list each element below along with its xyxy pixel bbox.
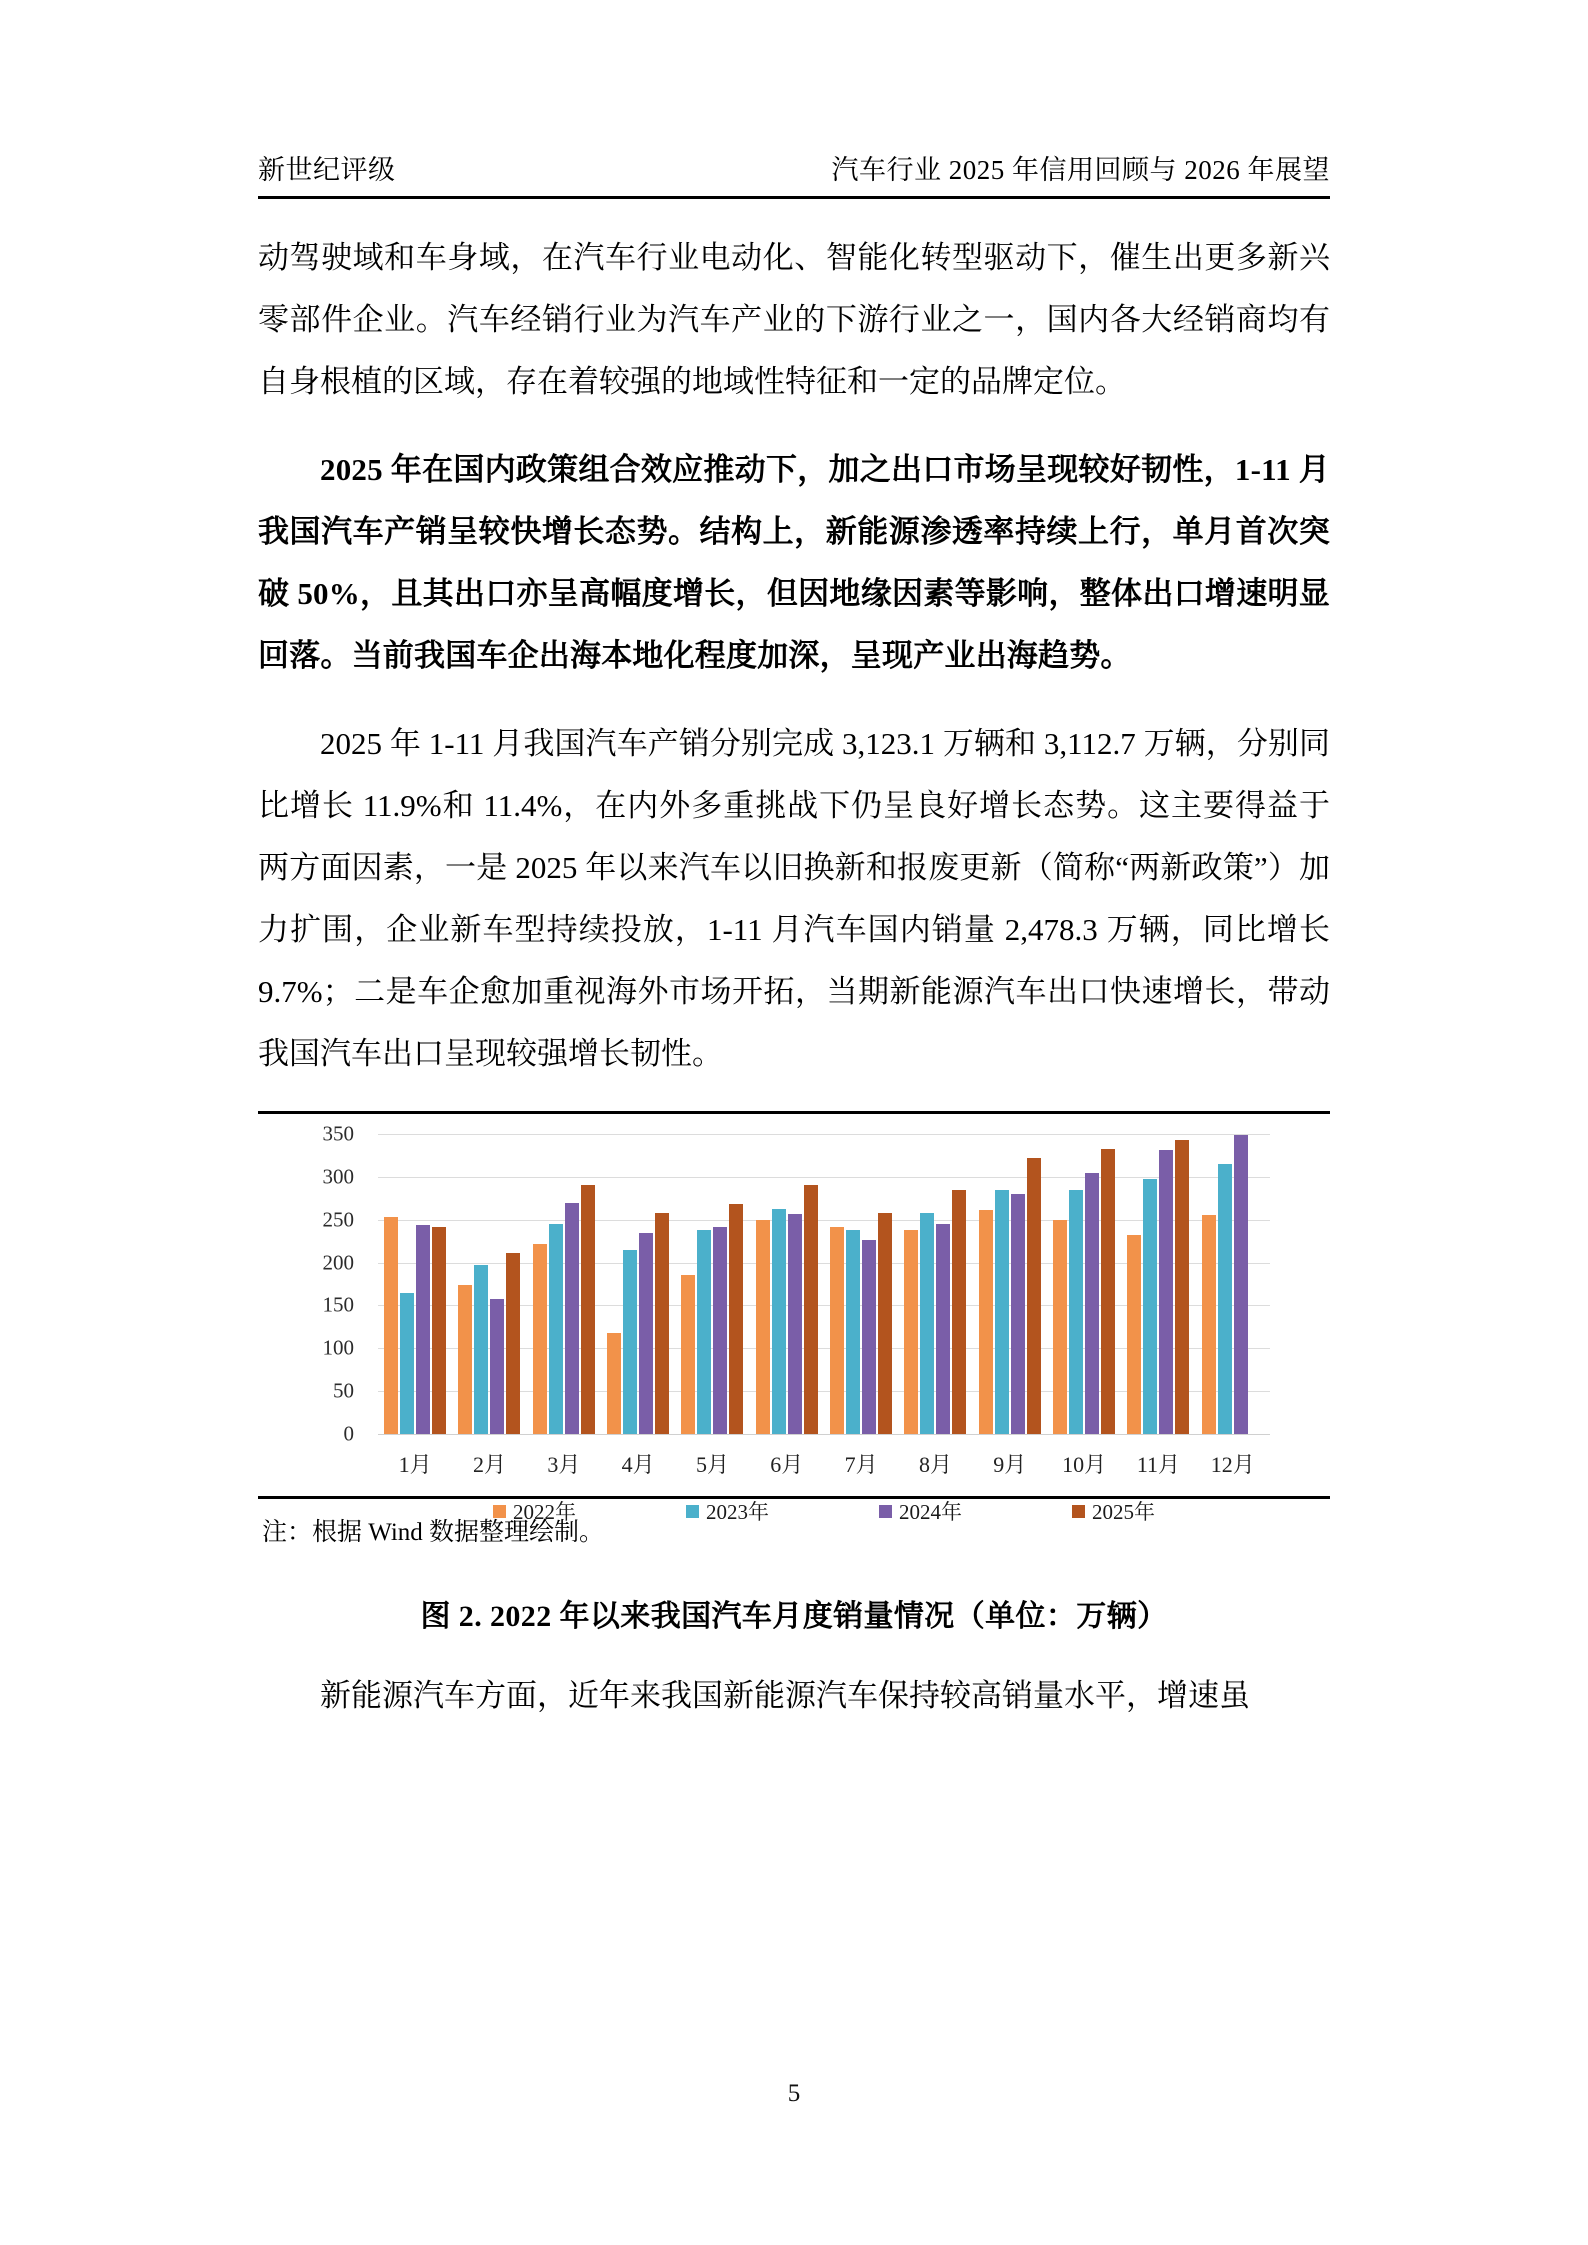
- bar: [804, 1185, 818, 1434]
- x-tick-label: 8月: [918, 1452, 952, 1477]
- chart-y-axis: [258, 1121, 366, 1446]
- bar: [655, 1213, 669, 1434]
- figure-note: 注：根据 Wind 数据整理绘制。: [262, 1519, 605, 1546]
- monthly-auto-sales-chart: [258, 1114, 1330, 1524]
- chart-plot-area: [378, 1134, 1270, 1434]
- bar: [936, 1224, 950, 1434]
- bar-group: [973, 1134, 1047, 1434]
- legend-label: 2024年: [899, 1500, 962, 1524]
- bar-group: [1196, 1134, 1270, 1434]
- chart-bars: [378, 1134, 1270, 1434]
- y-tick-label: 50: [333, 1378, 354, 1403]
- x-tick-label: 5月: [695, 1452, 729, 1477]
- bar: [952, 1190, 966, 1434]
- legend-swatch: [879, 1505, 892, 1518]
- bar: [756, 1220, 770, 1434]
- page-header: [258, 0, 1330, 187]
- bar: [1127, 1235, 1141, 1434]
- bar: [830, 1227, 844, 1434]
- legend-swatch: [493, 1505, 506, 1518]
- x-tick-label: 1月: [398, 1452, 432, 1477]
- bar: [878, 1213, 892, 1434]
- bar: [1085, 1173, 1099, 1434]
- page-content: [258, 0, 1330, 1727]
- bar: [416, 1225, 430, 1434]
- x-tick-label: 6月: [770, 1452, 804, 1477]
- bar: [623, 1250, 637, 1434]
- bar: [713, 1227, 727, 1434]
- x-tick-label: 2月: [472, 1452, 506, 1477]
- legend-swatch: [1072, 1505, 1085, 1518]
- bar: [862, 1240, 876, 1434]
- legend-item: [879, 1496, 962, 1526]
- bar: [1143, 1179, 1157, 1434]
- bar: [1069, 1190, 1083, 1434]
- bar: [681, 1275, 695, 1434]
- figure-2: [258, 1111, 1330, 1635]
- legend-item: [493, 1496, 576, 1526]
- y-tick-label: 250: [322, 1207, 354, 1232]
- bar: [400, 1293, 414, 1434]
- paragraph-2-bold: 2025 年在国内政策组合效应推动下，加之出口市场呈现较好韧性，1-11 月我国汽车产销呈较快增长态势。结构上，新能源渗透率持续上行，单月首次突破 50%，且其出口亦呈高幅度增长，但因地缘因素等影响，整体出口增速明显回落。当前我国车企出海本地化程度加深，呈现产业出海趋势。: [258, 452, 1330, 673]
- legend-item: [1072, 1496, 1155, 1526]
- bar-group: [898, 1134, 972, 1434]
- y-tick-label: 300: [322, 1164, 354, 1189]
- bar: [1234, 1135, 1248, 1434]
- bar: [1175, 1140, 1189, 1434]
- bar: [697, 1230, 711, 1434]
- page-number: 5: [787, 2080, 801, 2107]
- bar: [788, 1214, 802, 1434]
- bar-group: [527, 1134, 601, 1434]
- bar: [1011, 1194, 1025, 1434]
- y-tick-label: 350: [322, 1121, 354, 1146]
- chart-legend: [378, 1496, 1270, 1526]
- legend-label: 2025年: [1092, 1500, 1155, 1524]
- bar: [639, 1233, 653, 1434]
- x-tick-label: 3月: [547, 1452, 581, 1477]
- y-tick-label: 150: [322, 1292, 354, 1317]
- bar: [607, 1333, 621, 1434]
- bar: [1101, 1149, 1115, 1434]
- bar: [581, 1185, 595, 1434]
- paragraph-3: 2025 年 1-11 月我国汽车产销分别完成 3,123.1 万辆和 3,112.7 万辆，分别同比增长 11.9%和 11.4%，在内外多重挑战下仍呈良好增长态势。这主要得益于两方面因素，一是 2025 年以来汽车以旧换新和报废更新（简称“两新政策”）加力扩围，企业新车型持续投放，1-11 月汽车国内销量 2,478.3 万辆，同比增长 9.7%；二是车企愈加重视海外市场开拓，当期新能源汽车出口快速增长，带动我国汽车出口呈现较强增长韧性。: [258, 726, 1330, 1071]
- bar: [1027, 1158, 1041, 1434]
- bar: [533, 1244, 547, 1434]
- bar: [458, 1285, 472, 1434]
- bar: [432, 1227, 446, 1434]
- bar: [565, 1203, 579, 1434]
- bar: [1202, 1215, 1216, 1434]
- bar: [1053, 1220, 1067, 1434]
- x-tick-label: 4月: [621, 1452, 655, 1477]
- gridline: [378, 1434, 1270, 1435]
- legend-label: 2023年: [706, 1500, 769, 1524]
- x-tick-label: 7月: [844, 1452, 878, 1477]
- bar: [979, 1210, 993, 1434]
- bar: [1218, 1164, 1232, 1434]
- chart-x-axis: [378, 1448, 1270, 1479]
- figure-caption: 图 2. 2022 年以来我国汽车月度销量情况（单位：万辆）: [420, 1600, 1168, 1633]
- bar: [995, 1190, 1009, 1434]
- paragraph-4: 新能源汽车方面，近年来我国新能源汽车保持较高销量水平，增速虽: [320, 1678, 1250, 1713]
- header-right-title: 汽车行业 2025 年信用回顾与 2026 年展望: [831, 155, 1330, 185]
- x-tick-label: 11月: [1136, 1452, 1181, 1477]
- bar-group: [378, 1134, 452, 1434]
- bar: [490, 1299, 504, 1434]
- bar-group: [1121, 1134, 1195, 1434]
- bar-group: [675, 1134, 749, 1434]
- paragraph-1: 动驾驶域和车身域，在汽车行业电动化、智能化转型驱动下，催生出更多新兴零部件企业。汽车经销行业为汽车产业的下游行业之一，国内各大经销商均有自身根植的区域，存在着较强的地域性特征和一定的品牌定位。: [258, 240, 1330, 399]
- bar: [1159, 1150, 1173, 1434]
- legend-item: [686, 1496, 769, 1526]
- bar-group: [601, 1134, 675, 1434]
- x-tick-label: 9月: [993, 1452, 1027, 1477]
- bar: [772, 1209, 786, 1434]
- y-tick-label: 100: [322, 1335, 354, 1360]
- bar: [549, 1224, 563, 1434]
- bar: [920, 1213, 934, 1434]
- y-tick-label: 200: [322, 1250, 354, 1275]
- legend-label: 2022年: [513, 1500, 576, 1524]
- header-left-title: 新世纪评级: [258, 155, 396, 185]
- bar: [904, 1230, 918, 1434]
- bar-group: [1047, 1134, 1121, 1434]
- x-tick-label: 10月: [1062, 1452, 1107, 1477]
- bar: [846, 1230, 860, 1434]
- bar: [506, 1253, 520, 1434]
- bar: [384, 1217, 398, 1434]
- y-tick-label: 0: [343, 1421, 354, 1446]
- bar-group: [452, 1134, 526, 1434]
- bar: [474, 1265, 488, 1434]
- legend-swatch: [686, 1505, 699, 1518]
- bar: [729, 1204, 743, 1434]
- x-tick-label: 12月: [1210, 1452, 1255, 1477]
- bar-group: [750, 1134, 824, 1434]
- bar-group: [824, 1134, 898, 1434]
